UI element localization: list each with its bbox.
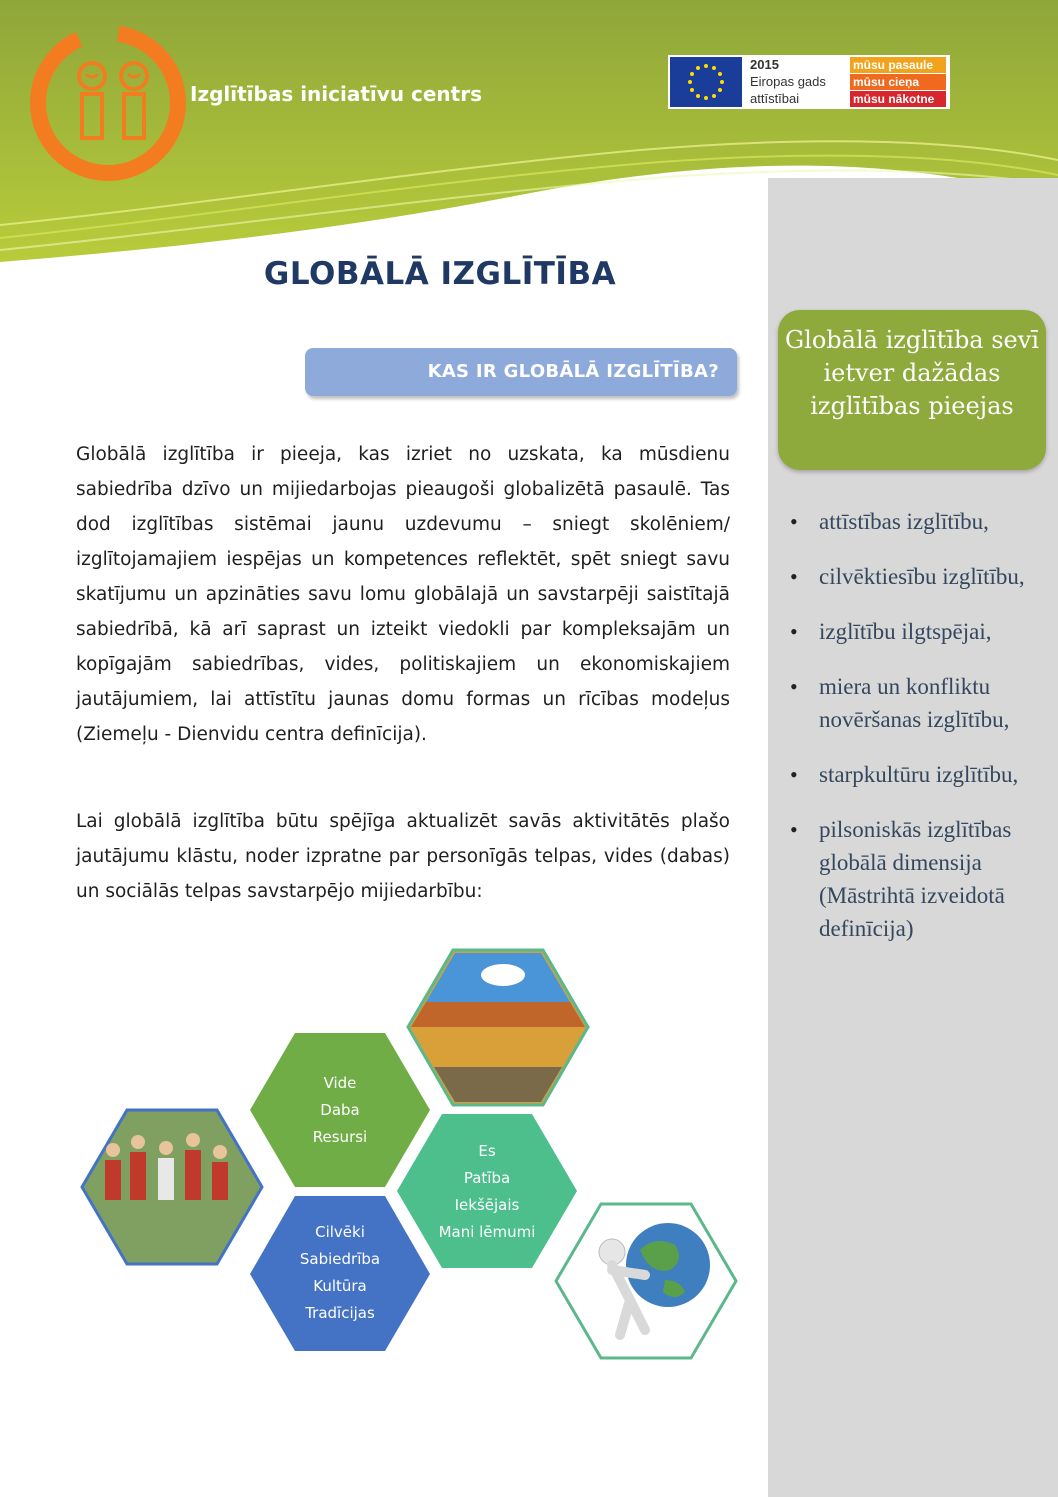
approach-list bbox=[790, 505, 1040, 967]
eu-tag-3: mūsu nākotne bbox=[850, 91, 946, 107]
hex-label-line: Vide bbox=[323, 1074, 357, 1092]
list-item: • miera un konfliktu novēršanas izglītību, bbox=[790, 670, 1040, 736]
hex-label-line: Es bbox=[478, 1142, 496, 1160]
hex-label-line: Mani lēmumi bbox=[438, 1223, 536, 1241]
eu-flag-icon bbox=[670, 57, 742, 107]
list-item: • pilsoniskās izglītības globālā dimensija (Māstrihtā izveidotā definīcija) bbox=[790, 813, 1040, 945]
folk-dance-photo-hex bbox=[82, 1110, 262, 1264]
hex-label-line: Cilvēki bbox=[315, 1223, 365, 1241]
hex-environment-label bbox=[280, 1070, 400, 1151]
hex-people-label bbox=[280, 1219, 400, 1327]
sidebar-callout bbox=[778, 310, 1046, 470]
eu-line1: Eiropas gads bbox=[750, 74, 826, 89]
eu-tag-2: mūsu cieņa bbox=[850, 74, 946, 90]
eu-tag-1: mūsu pasaule bbox=[850, 57, 946, 73]
page-title: GLOBĀLĀ IZGLĪTĪBA bbox=[263, 256, 617, 292]
hex-label-line: Sabiedrība bbox=[299, 1250, 381, 1268]
section-heading-box bbox=[305, 348, 737, 396]
hex-label-line: Tradīcijas bbox=[305, 1304, 375, 1322]
list-item: • cilvēktiesību izglītību, bbox=[790, 560, 1040, 593]
hex-label-line: Patība bbox=[463, 1169, 511, 1187]
eu-line2: attīstībai bbox=[750, 91, 800, 106]
callout-text: Globālā izglītība sevī ietver dažādas izglītības pieejas bbox=[785, 326, 1039, 420]
eu-year: 2015 bbox=[750, 57, 779, 72]
hex-label-line: Iekšējais bbox=[454, 1196, 520, 1214]
list-item: • izglītību ilgtspējai, bbox=[790, 615, 1040, 648]
hex-label-line: Resursi bbox=[312, 1128, 368, 1146]
org-name: Izglītības iniciatīvu centrs bbox=[190, 82, 483, 106]
section-heading: KAS IR GLOBĀLĀ IZGLĪTĪBA? bbox=[427, 361, 719, 382]
hex-label-line: Kultūra bbox=[313, 1277, 367, 1295]
list-item: • starpkultūru izglītību, bbox=[790, 758, 1040, 791]
globe-figure-hex bbox=[556, 1204, 736, 1358]
nature-photo-hex bbox=[408, 950, 588, 1105]
org-logo bbox=[28, 18, 188, 188]
paragraph-interaction: Lai globālā izglītība būtu spējīga aktualizēt savās aktivitātēs plašo jautājumu klāstu, noder izpratne par personīgās telpas, vides (dabas) un sociālās telpas savstarpējo mijiedarbību: bbox=[76, 811, 730, 902]
list-item: • attīstības izglītību, bbox=[790, 505, 1040, 538]
hex-self-label bbox=[427, 1138, 547, 1246]
hex-label-line: Daba bbox=[320, 1101, 360, 1119]
paragraph-definition: Globālā izglītība ir pieeja, kas izriet no uzskata, ka mūsdienu sabiedrība dzīvo un mijiedarbojas pieaugoši globalizētā pasaulē. Tas dod izglītības sistēmai jaunu uzdevumu – sniegt skolēniem/ izglītojamajiem iespējas un kompetences reflektēt, spēt sniegt savu skatījumu un apzināties savu lomu globālajā un savstarpēji saistītajā sabiedrībā, kā arī saprast un izteikt viedokli par kompleksajām un kopīgajām sabiedrības, vides, politiskajiem un ekonomiskajiem jautājumiem, lai attīstītu jaunas domu formas un rīcības modeļus (Ziemeļu - Dienvidu centra definīcija). bbox=[76, 444, 730, 745]
